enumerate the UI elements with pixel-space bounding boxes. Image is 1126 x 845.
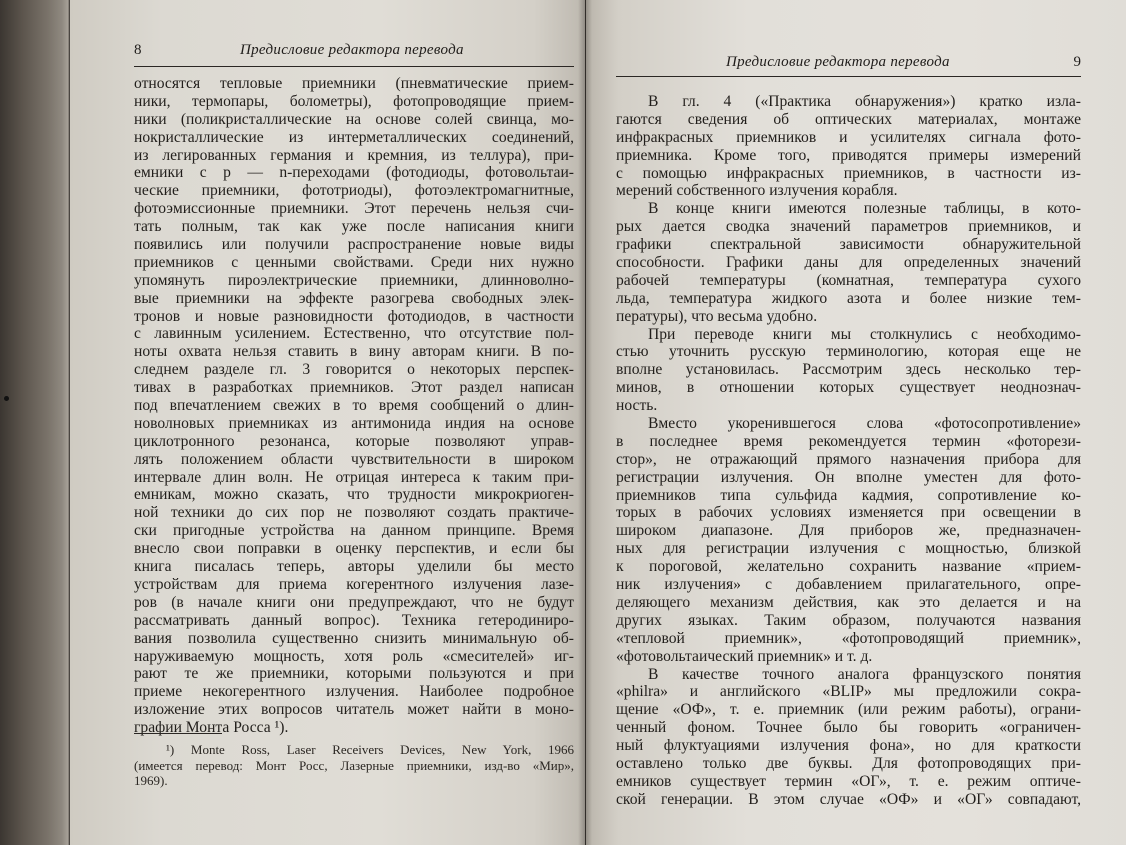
text-line: деляющего механизм действия, как это делается и на xyxy=(616,593,1081,611)
right-page xyxy=(586,0,1126,845)
text-line: приемников типа сульфида кадмия, сопротивление ко- xyxy=(616,486,1081,504)
text-line: ской генерации. В этом случае «ОФ» и «ОГ» совпадают, xyxy=(616,790,1081,808)
text-line: вые приемники на эффекте разогрева свободных элек- xyxy=(134,289,574,307)
text-line: под впечатлением свежих в то время сообщений о длин- xyxy=(134,397,574,415)
text-line: широком диапазоне. Для приборов же, предназначен- xyxy=(616,522,1081,540)
text-line: В конце книги имеются полезные таблицы, в кото- xyxy=(648,200,1081,218)
text-line: в последнее время рекомендуется термин «фоторези- xyxy=(616,432,1081,450)
text-line: устройствам для приема когерентного излучения лазе- xyxy=(134,575,574,593)
text-line: ники, термопары, болометры), фотопроводящие прием- xyxy=(134,92,574,110)
text-line: ность. xyxy=(616,397,658,415)
text-line: оставлено только две буквы. Для фотопроводящих при- xyxy=(616,754,1081,772)
text-line: емников существует термин «ОГ», т. е. режим оптиче- xyxy=(616,772,1081,790)
text-line: регистрации излучения. Он вполне уместен для фото- xyxy=(616,468,1081,486)
text-line: интервале длин волн. Не отрицая интереса к таким при- xyxy=(134,468,574,486)
text-line: новолновых приемниках из антимонида индия на основе xyxy=(134,414,574,432)
text-line: лять положением области чувствительности в широком xyxy=(134,450,574,468)
text-line: ченный фоном. Точнее было бы говорить «ограничен- xyxy=(616,719,1081,737)
text-line: следнем разделе гл. 3 говорится о некоторых перспек- xyxy=(134,361,574,379)
text-line: ник излучения» с добавлением прилагательного, опре- xyxy=(616,576,1081,594)
text-line: наруживаемую мощность, хотя роль «смесителей» иг- xyxy=(134,647,574,665)
right-page-body xyxy=(616,93,1081,809)
text-line: ски пригодные устройства на данном принципе. Время xyxy=(134,522,574,540)
text-line: рых дается сводка значений параметров приемников, и xyxy=(616,218,1081,236)
text-line: приеме некогерентного излучения. Наиболее подробное xyxy=(134,683,574,701)
text-line: фотоэмиссионные приемники. Этот перечень нельзя счи- xyxy=(134,200,574,218)
right-page-header xyxy=(616,54,1081,74)
text-line: приемника. Кроме того, приводятся примеры измерений xyxy=(616,146,1081,164)
book-gutter xyxy=(578,0,592,845)
text-line: 1969). xyxy=(134,773,168,788)
text-line: тронов и новые разновидности фотодиодов, в частности xyxy=(134,307,574,325)
text-line: стор», не отражающий прямого назначения прибора для xyxy=(616,450,1081,468)
page-number: 9 xyxy=(1073,54,1081,70)
text-line: с лавинным усилением. Естественно, что отсутствие пол- xyxy=(134,325,574,343)
text-line: ный флуктуациями излучения фона», но для краткости xyxy=(616,737,1081,755)
text-line: рают те же приемники, которыми пользуются и при xyxy=(134,665,574,683)
text-line: с помощью инфракрасных приемников, в частности из- xyxy=(616,164,1081,182)
text-line: гаются сведения об оптических материалах, монтаже xyxy=(616,110,1081,128)
footnote xyxy=(134,742,574,789)
text-line: других языках. Таким образом, получаются названия xyxy=(616,611,1081,629)
text-line: ческие приемники, фототриоды), фотоэлектромагнитные, xyxy=(134,182,574,200)
text-line: мерений собственного излучения корабля. xyxy=(616,182,898,200)
text-line: При переводе книги мы столкнулись с необходимо- xyxy=(648,325,1081,343)
text-line: графии Монта Росса ¹). xyxy=(134,719,289,737)
text-line: книга писалась теперь, авторы уделили бы место xyxy=(134,558,574,576)
running-header: Предисловие редактора перевода xyxy=(240,42,464,58)
text-line: (имеется перевод: Монт Росс, Лазерные приемники, изд-во «Мир», xyxy=(134,757,574,773)
page-number: 8 xyxy=(134,42,142,58)
text-line: В качестве точного аналога французского понятия xyxy=(648,665,1081,683)
text-line: ных для регистрации излучения с мощностью, близкой xyxy=(616,540,1081,558)
text-line: приемников с ценными свойствами. Среди них нужно xyxy=(134,253,574,271)
text-line: торых в рабочих условиях изменяется при освещении в xyxy=(616,504,1081,522)
text-line: изложение этих вопросов читатель может найти в моно- xyxy=(134,701,574,719)
footnote-rule xyxy=(134,733,222,734)
running-header: Предисловие редактора перевода xyxy=(726,54,950,70)
text-line: льда, температура жидкого азота и более низкие тем- xyxy=(616,289,1081,307)
left-page-header xyxy=(134,42,574,62)
text-line: стью уточнить русскую терминологию, которая еще не xyxy=(616,343,1081,361)
binding-dot xyxy=(4,396,9,401)
text-line: упомянуть пироэлектрические приемники, длинноволно- xyxy=(134,271,574,289)
text-line: способности. Графики даны для определенных значений xyxy=(616,254,1081,272)
text-line: рассматривать данный вопрос). Техника гетеродиниро- xyxy=(134,611,574,629)
text-line: ров (в начале книги они предупреждают, что не будут xyxy=(134,593,574,611)
text-line: ной техники до сих пор не позволяют создать практиче- xyxy=(134,504,574,522)
text-line: «philra» и английского «BLIP» мы предложили сокра- xyxy=(616,683,1081,701)
text-line: щение «ОФ», т. е. приемник (или режим работы), ограни- xyxy=(616,701,1081,719)
text-line: Вместо укоренившегося слова «фотосопротивление» xyxy=(648,415,1081,433)
text-line: из легированных германия и кремния, из теллура), при- xyxy=(134,146,574,164)
text-line: ники (поликристаллические на основе солей свинца, мо- xyxy=(134,110,574,128)
text-line: инфракрасных приемников и усилителях сигнала фото- xyxy=(616,128,1081,146)
text-line: циклотронного резонанса, которые позволяют управ- xyxy=(134,432,574,450)
text-line: «фотовольтаический приемник» и т. д. xyxy=(616,647,873,665)
text-line: вания позволила существенно снизить минимальную об- xyxy=(134,629,574,647)
text-line: тивах в разработках приемников. Этот раздел написан xyxy=(134,379,574,397)
text-line: тать полным, так как уже после написания книги xyxy=(134,218,574,236)
left-page xyxy=(70,0,585,845)
text-line: вполне установилась. Рассмотрим здесь несколько тер- xyxy=(616,361,1081,379)
text-line: нокристаллические из интерметаллических соединений, xyxy=(134,128,574,146)
text-line: «тепловой приемник», «фотопроводящий приемник», xyxy=(616,629,1081,647)
text-line: В гл. 4 («Практика обнаружения») кратко изла- xyxy=(648,93,1081,110)
text-line: емникам, можно сказать, что трудности микрокриоген- xyxy=(134,486,574,504)
text-line: ноты охвата нельзя ставить в вину авторам книги. В по- xyxy=(134,343,574,361)
text-line: графики спектральной зависимости обнаружительной xyxy=(616,236,1081,254)
text-line: минов, в отношении которых существует неоднознач- xyxy=(616,379,1081,397)
text-line: пературы), что весьма удобно. xyxy=(616,307,818,325)
text-line: относятся тепловые приемники (пневматические прием- xyxy=(134,75,574,92)
text-line: к пороговой, желательно сохранить название «прием- xyxy=(616,558,1081,576)
header-rule xyxy=(134,66,574,67)
left-page-body xyxy=(134,75,574,737)
text-line: внесло свои поправки в оценку перспектив, и если бы xyxy=(134,540,574,558)
text-line: рабочей температуры (комнатная, температура сухого xyxy=(616,271,1081,289)
header-rule xyxy=(616,76,1081,77)
text-line: ¹) Monte Ross, Laser Receivers Devices, New York, 1966 xyxy=(166,742,574,757)
text-line: емники с p — n-переходами (фотодиоды, фотовольтаи- xyxy=(134,164,574,182)
text-line: появились или получили распространение новые виды xyxy=(134,236,574,254)
